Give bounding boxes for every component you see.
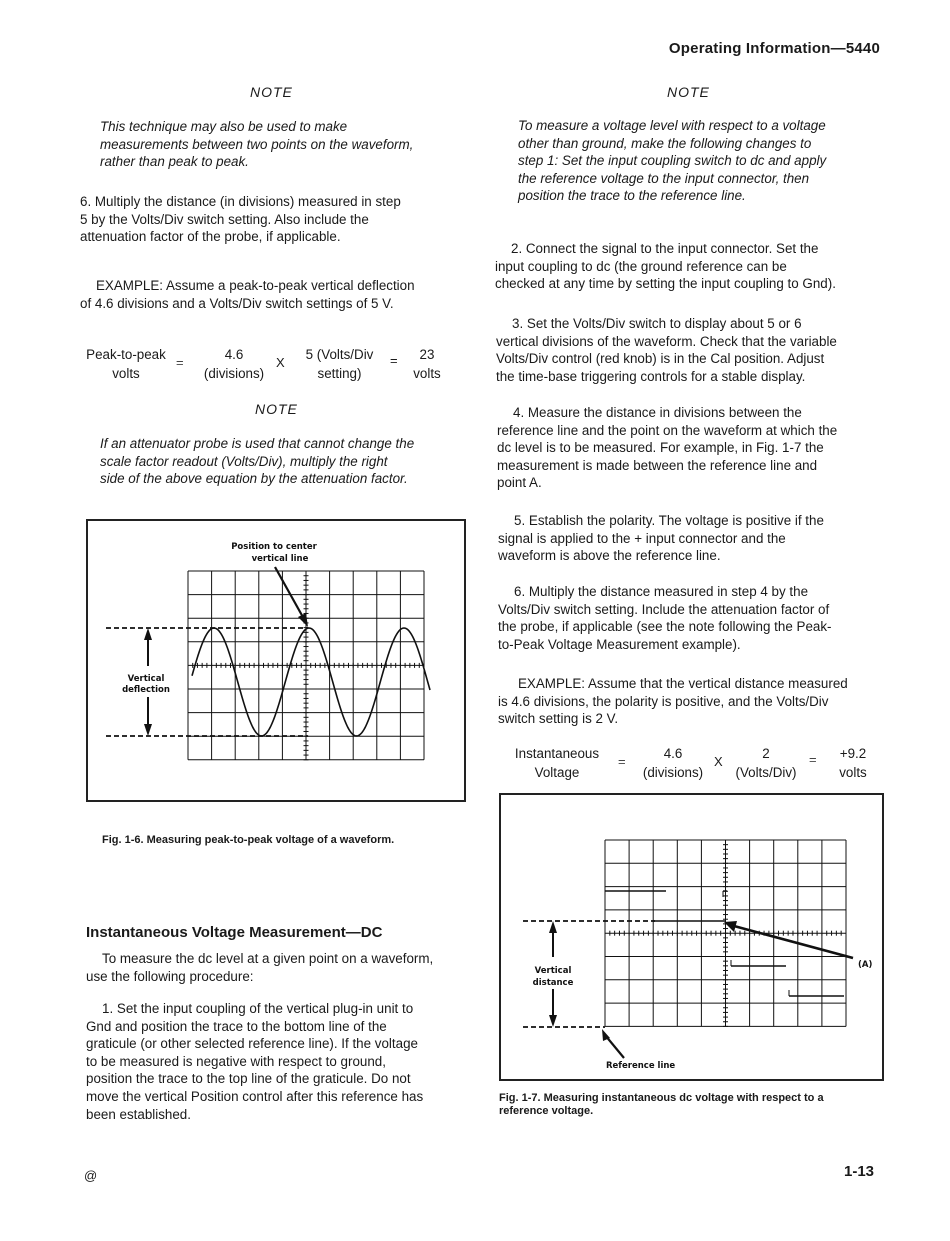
- step-6-paragraph: 6. Multiply the distance (in divisions) measured in step 5 by the Volts/Div switch setting. Also include the attenuation factor of the probe, if applicable.: [80, 194, 401, 245]
- step-3-paragraph: 3. Set the Volts/Div switch to display about 5 or 6 vertical divisions of the waveform. Check that the variable Volts/Div control (red knob) is in the Cal position. Adjust the time-base triggering controls for a stable display.: [496, 316, 837, 384]
- figure-1-7-caption: Fig. 1-7. Measuring instantaneous dc voltage with respect to a reference voltage.: [499, 1092, 824, 1117]
- example-paragraph: EXAMPLE: Assume a peak-to-peak vertical deflection of 4.6 divisions and a Volts/Div switch settings of 5 V.: [80, 278, 415, 311]
- figure-1-6: [86, 519, 466, 802]
- intro-paragraph: To measure the dc level at a given point on a waveform, use the following procedure:: [86, 951, 434, 984]
- arrow-down-icon: [549, 1015, 557, 1027]
- footer-symbol: @: [84, 1168, 98, 1183]
- step-1-paragraph: 1. Set the input coupling of the vertical plug-in unit to Gnd and position the trace to the bottom line of the graticule (or other selected reference line). If the voltage to be measured is negative with respect to ground, position the trace to the top line of the graticule. Do not move the vertical Position control after this reference has been established.: [86, 1001, 424, 1122]
- svg-text:(A): (A): [858, 960, 873, 970]
- oscilloscope-graticule-dc: [501, 795, 882, 1079]
- note-heading-2: NOTE: [255, 401, 298, 417]
- note-text: This technique may also be used to make measurements between two points on the waveform, rather than peak to peak.: [100, 119, 414, 170]
- figure-1-6-caption: Fig. 1-6. Measuring peak-to-peak voltage of a waveform.: [102, 834, 395, 846]
- step-6-right-paragraph: 6. Multiply the distance measured in step 4 by the Volts/Div switch setting. Include the attenuation factor of the probe, if applicable (see the note following the Peak- to-Peak Voltage Measurement example).: [498, 584, 832, 652]
- step-5-paragraph: 5. Establish the polarity. The voltage is positive if the signal is applied to the + input connector and the waveform is above the reference line.: [498, 513, 824, 564]
- peak-to-peak-equation: Peak-to-peak volts = 4.6 (divisions) X 5 (Volts/Div setting) = 23 volts: [86, 347, 441, 381]
- sine-waveform: [192, 628, 430, 736]
- running-header: Operating Information—5440: [668, 40, 880, 57]
- svg-text:distance: distance: [532, 978, 574, 988]
- svg-text:Vertical: Vertical: [534, 966, 572, 976]
- note-text-2: If an attenuator probe is used that cannot change the scale factor readout (Volts/Div), multiply the right side of the above equation by the attenuation factor.: [100, 436, 415, 487]
- arrow-down-icon: [144, 724, 152, 736]
- svg-text:Vertical: Vertical: [127, 674, 165, 684]
- arrow-up-icon: [549, 921, 557, 933]
- right-note-text: To measure a voltage level with respect to a voltage other than ground, make the following changes to step 1: Set the input coupling switch to dc and apply the reference voltage to the input connector, then position the trace to the reference line.: [518, 118, 827, 204]
- page-number: 1-13: [844, 1163, 875, 1180]
- step-4-paragraph: 4. Measure the distance in divisions between the reference line and the point on the waveform at which the dc level is to be measured. For example, in Fig. 1-7 the measurement is made between the reference line and point A.: [497, 405, 838, 491]
- figure-1-7: [499, 793, 884, 1081]
- step-2-paragraph: 2. Connect the signal to the input connector. Set the input coupling to dc (the ground reference can be checked at any time by setting the input coupling to Gnd).: [495, 241, 836, 292]
- arrow-up-icon: [144, 628, 152, 640]
- right-example-paragraph: EXAMPLE: Assume that the vertical distance measured is 4.6 divisions, the polarity is positive, and the Volts/Div switch setting is 2 V.: [498, 676, 848, 727]
- oscilloscope-graticule-sine: [88, 521, 464, 800]
- svg-text:vertical line: vertical line: [251, 554, 309, 564]
- section-title: Instantaneous Voltage Measurement—DC: [86, 924, 383, 941]
- instantaneous-voltage-equation: Instantaneous Voltage = 4.6 (divisions) X 2 (Volts/Div) = +9.2 volts: [514, 746, 867, 780]
- svg-text:Position to center: Position to center: [231, 542, 317, 552]
- svg-text:deflection: deflection: [122, 685, 170, 695]
- note-heading: NOTE: [250, 84, 293, 100]
- svg-text:Reference line: Reference line: [606, 1061, 676, 1071]
- right-note-heading: NOTE: [667, 84, 710, 100]
